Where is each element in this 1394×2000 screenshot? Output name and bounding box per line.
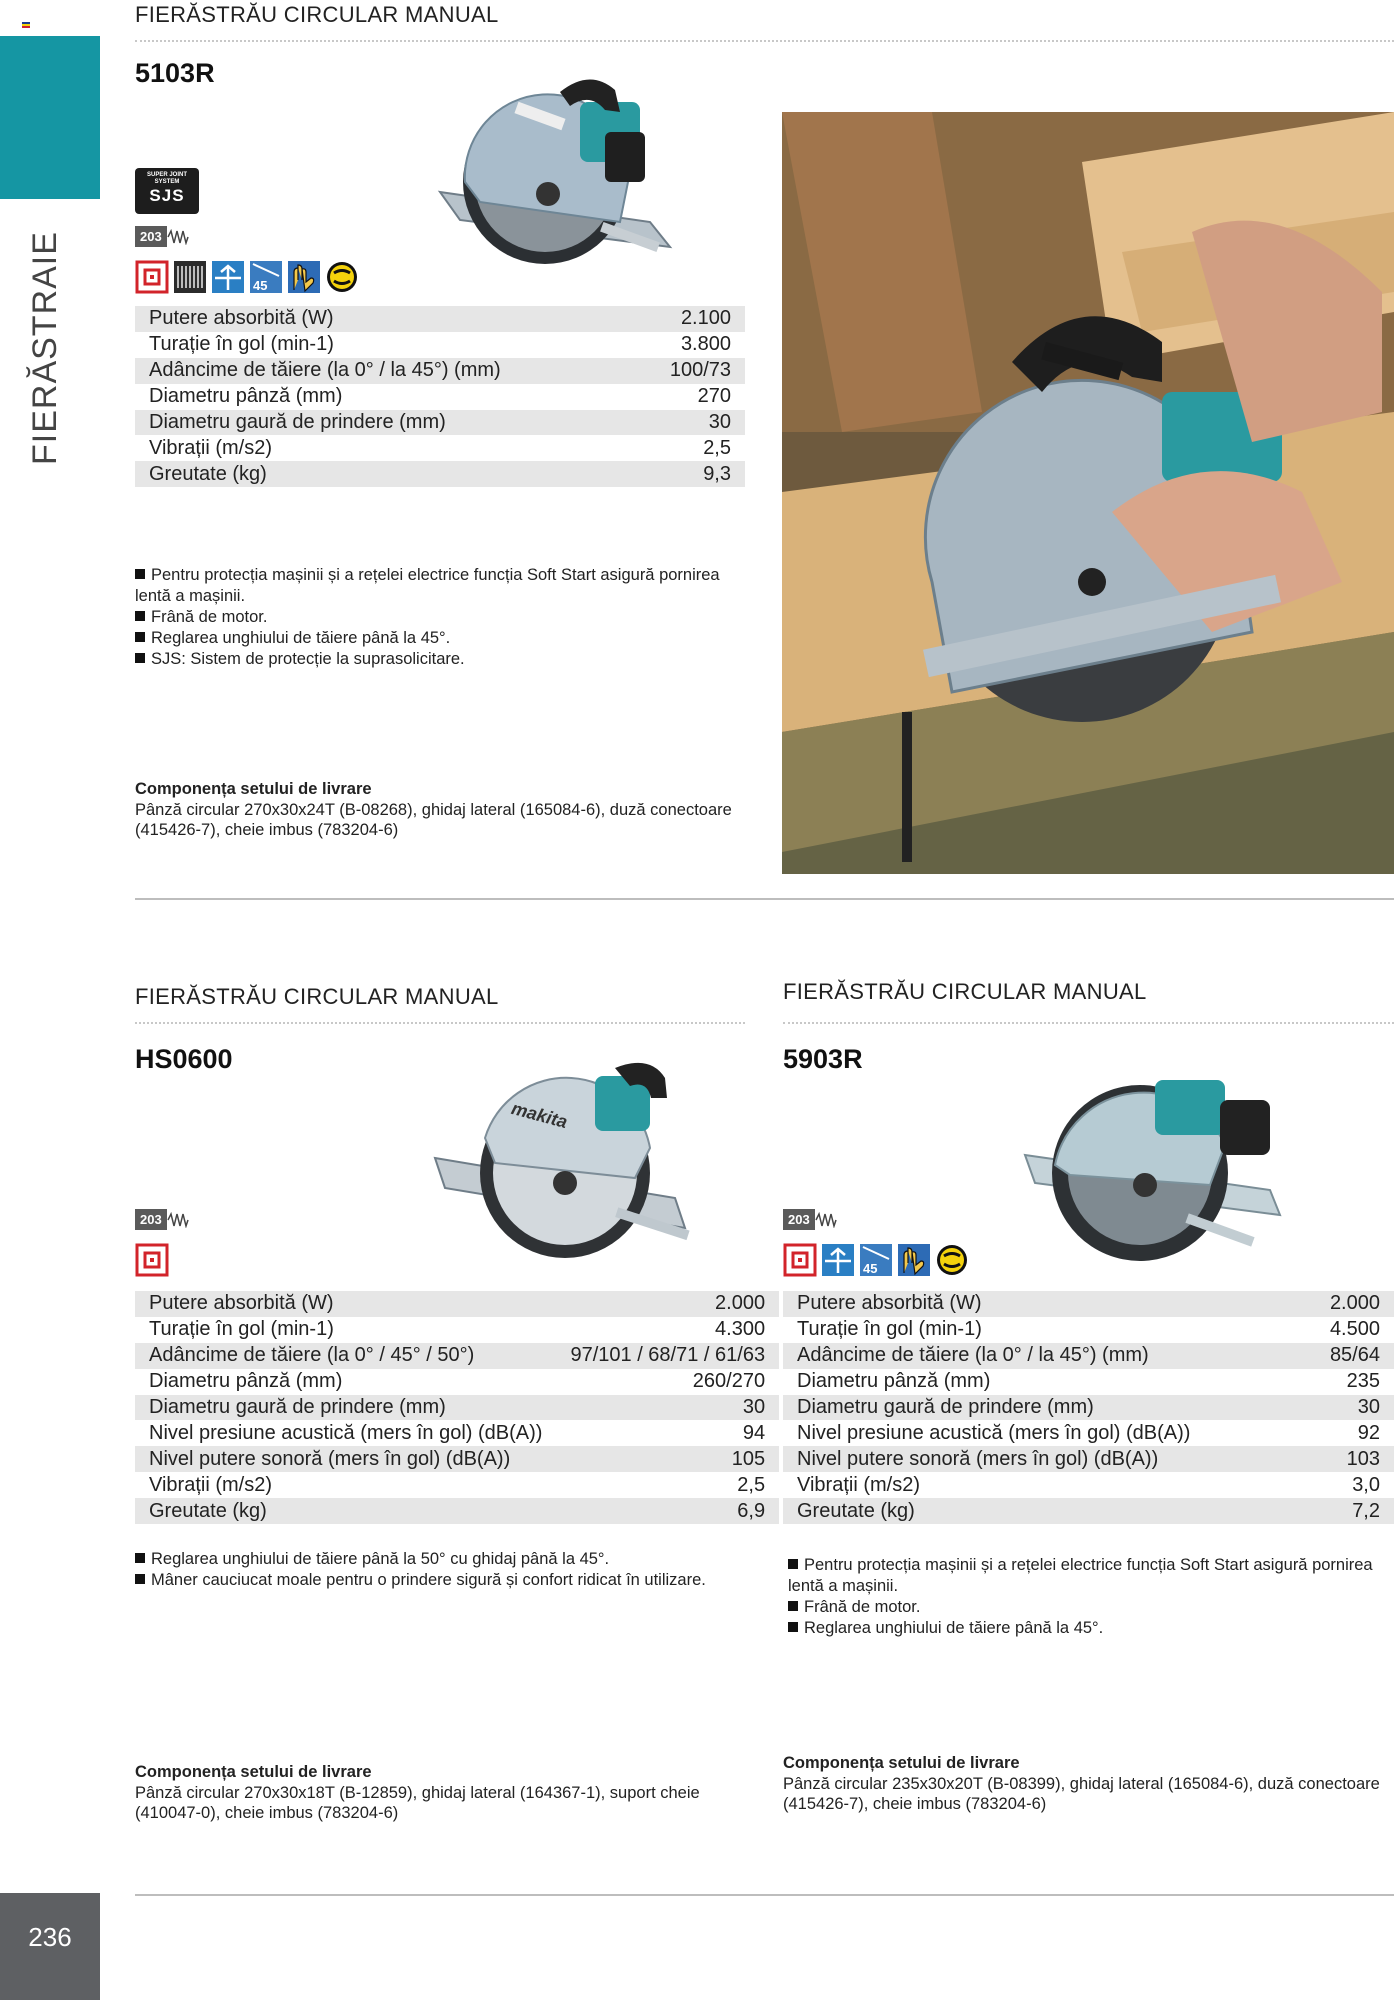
spec-value: 2.000	[556, 1291, 779, 1317]
spec-value: 85/64	[1299, 1343, 1394, 1369]
feature-badge	[135, 1209, 201, 1231]
feature-item: Reglarea unghiului de tăiere până la 45°.	[788, 1618, 1378, 1639]
spec-value: 92	[1357, 1421, 1380, 1444]
spec-label: Greutate (kg)	[783, 1498, 1299, 1524]
spec-row	[135, 1420, 779, 1446]
spec-label: Diametru gaură de prindere (mm)	[135, 410, 629, 436]
feature-item: Frână de motor.	[788, 1597, 1378, 1618]
spec-row	[135, 1395, 779, 1421]
spec-row	[135, 306, 745, 332]
spec-label: Putere absorbită (W)	[135, 306, 629, 332]
spec-value: 7,2	[1299, 1498, 1394, 1524]
spec-row	[135, 1343, 779, 1369]
feature-list	[788, 1555, 1378, 1639]
feature-item: Mâner cauciucat moale pentru o prindere sigură și confort ridicat în utilizare.	[135, 1570, 735, 1591]
circular-saw-hs0600-image	[415, 1058, 710, 1273]
svg-text:makita: makita	[509, 1098, 570, 1133]
circular-saw-5103r-image	[420, 72, 710, 287]
electronic-control-icon	[325, 260, 359, 294]
circular-saw-5903r-image	[1020, 1055, 1305, 1273]
spec-value: 2.000	[1299, 1291, 1394, 1317]
wave-icon	[167, 1212, 189, 1228]
feature-item: Frână de motor.	[135, 607, 735, 628]
model-name: 5103R	[135, 58, 215, 88]
spec-label: Adâncime de tăiere (la 0° / la 45°) (mm)	[135, 358, 629, 384]
spec-row	[783, 1369, 1394, 1395]
feature-item: Pentru protecția mașinii și a rețelei electrice funcția Soft Start asigură pornirea lentă a mașinii.	[788, 1556, 1373, 1595]
spec-label: Diametru gaură de prindere (mm)	[783, 1395, 1299, 1421]
spec-value: 97/101 / 68/71 / 61/63	[556, 1343, 779, 1369]
flag-icon	[22, 22, 30, 28]
spec-value: 105	[556, 1446, 779, 1472]
spec-value: 30	[629, 410, 745, 436]
spec-row	[783, 1472, 1394, 1498]
svg-text:45: 45	[863, 1261, 878, 1276]
spec-label: Nivel putere sonoră (mers în gol) (dB(A))	[783, 1446, 1299, 1472]
rubber-grip-icon	[897, 1243, 931, 1277]
page-number: 236	[28, 1922, 72, 1952]
spec-label: Turație în gol (min-1)	[149, 333, 334, 356]
spec-label: Vibrații (m/s2)	[149, 1473, 272, 1496]
spec-value: 4.500	[1329, 1318, 1380, 1341]
spec-value: 260/270	[692, 1370, 766, 1393]
bevel-45-icon	[859, 1243, 893, 1277]
model-name: 5903R	[783, 1044, 863, 1074]
soft-start-icon	[135, 260, 169, 294]
spec-value: 2.100	[629, 306, 745, 332]
spec-row	[135, 1317, 779, 1343]
spec-value: 2,5	[703, 436, 731, 459]
feature-icons	[783, 1243, 969, 1279]
soft-start-icon	[783, 1243, 817, 1277]
in-use-photo	[782, 112, 1394, 874]
spec-label: Turație în gol (min-1)	[797, 1318, 982, 1341]
spec-value: 3,0	[1352, 1473, 1380, 1496]
spec-label: Adâncime de tăiere (la 0° / la 45°) (mm)	[783, 1343, 1299, 1369]
spec-row	[135, 384, 745, 410]
delivery-text: Pânză circular 270x30x18T (B-12859), ghidaj lateral (164367-1), suport cheie (410047-0), cheie imbus (783204-6)	[135, 1783, 700, 1822]
spec-label: Putere absorbită (W)	[783, 1291, 1299, 1317]
wave-icon	[815, 1212, 837, 1228]
spec-row	[135, 461, 745, 487]
spec-label: Putere absorbită (W)	[135, 1291, 556, 1317]
spec-row	[783, 1498, 1394, 1524]
spec-label: Greutate (kg)	[135, 1498, 556, 1524]
spec-value: 30	[556, 1395, 779, 1421]
spec-label: Nivel presiune acustică (mers în gol) (dB(A))	[149, 1421, 543, 1444]
feature-item: SJS: Sistem de protecție la suprasolicitare.	[135, 649, 735, 670]
depth-adjust-icon	[211, 260, 245, 294]
spec-table	[135, 306, 745, 487]
delivery-text: Pânză circular 235x30x20T (B-08399), ghidaj lateral (165084-6), duză conectoare (415426-7), cheie imbus (783204-6)	[783, 1774, 1380, 1813]
brake-icon	[173, 260, 207, 294]
bevel-45-icon	[249, 260, 283, 294]
delivery-set	[783, 1753, 1383, 1815]
feature-item: Reglarea unghiului de tăiere până la 45°.	[135, 628, 735, 649]
badge-number: 203	[135, 226, 167, 247]
dotted-divider	[135, 40, 1394, 42]
electronic-control-icon	[935, 1243, 969, 1277]
svg-text:45: 45	[253, 278, 268, 293]
sjs-logo: SUPER JOINT SYSTEM SJS	[135, 168, 199, 214]
badge-number: 203	[783, 1209, 815, 1230]
delivery-text: Pânză circular 270x30x24T (B-08268), ghidaj lateral (165084-6), duză conectoare (415426-7), cheie imbus (783204-6)	[135, 800, 732, 839]
spec-row	[783, 1343, 1394, 1369]
spec-row	[135, 332, 745, 358]
spec-row	[135, 1446, 779, 1472]
spec-value: 270	[697, 385, 731, 408]
spec-label: Turație în gol (min-1)	[149, 1318, 334, 1341]
delivery-title: Componența setului de livrare	[783, 1754, 1020, 1772]
spec-value: 3.800	[680, 333, 731, 356]
spec-value: 94	[742, 1421, 766, 1444]
delivery-title: Componența setului de livrare	[135, 780, 372, 798]
spec-table	[135, 1291, 779, 1524]
spec-value: 235	[1346, 1370, 1380, 1393]
feature-item: Reglarea unghiului de tăiere până la 50° cu ghidaj până la 45°.	[135, 1549, 735, 1570]
dotted-divider	[135, 1022, 745, 1024]
spec-label: Nivel presiune acustică (mers în gol) (dB(A))	[797, 1421, 1191, 1444]
category-tab	[0, 36, 100, 199]
spec-label: Greutate (kg)	[135, 461, 629, 487]
spec-row	[135, 1369, 779, 1395]
feature-item: Pentru protecția mașinii și a rețelei electrice funcția Soft Start asigură pornirea lentă a mașinii.	[135, 566, 720, 605]
spec-value: 2,5	[737, 1473, 766, 1496]
spec-row	[135, 1498, 779, 1524]
spec-row	[135, 358, 745, 384]
spec-row	[135, 1472, 779, 1498]
spec-label: Nivel putere sonoră (mers în gol) (dB(A))	[135, 1446, 556, 1472]
spec-label: Diametru pânză (mm)	[797, 1370, 991, 1393]
spec-value: 4.300	[715, 1318, 766, 1341]
spec-row	[783, 1317, 1394, 1343]
spec-label: Vibrații (m/s2)	[797, 1473, 920, 1496]
footer-divider	[135, 1894, 1394, 1896]
spec-row	[135, 1291, 779, 1317]
spec-row	[783, 1420, 1394, 1446]
spec-value: 30	[1299, 1395, 1394, 1421]
spec-label: Diametru gaură de prindere (mm)	[135, 1395, 556, 1421]
spec-row	[783, 1291, 1394, 1317]
badge-number: 203	[135, 1209, 167, 1230]
spec-row	[783, 1395, 1394, 1421]
spec-row	[783, 1446, 1394, 1472]
section-title: FIERĂSTRĂU CIRCULAR MANUAL	[783, 979, 1147, 1004]
spec-value: 100/73	[629, 358, 745, 384]
dotted-divider	[783, 1022, 1394, 1024]
spec-value: 103	[1299, 1446, 1394, 1472]
section-title: FIERĂSTRĂU CIRCULAR MANUAL	[135, 984, 499, 1009]
feature-list	[135, 1549, 735, 1591]
spec-label: Diametru pânză (mm)	[149, 385, 343, 408]
category-label: FIERĂSTRAIE	[26, 231, 64, 465]
feature-badge	[783, 1209, 849, 1231]
section-divider	[135, 898, 1394, 900]
feature-icons	[135, 1243, 169, 1279]
model-name: HS0600	[135, 1044, 233, 1074]
feature-badge	[135, 226, 201, 248]
spec-label: Vibrații (m/s2)	[149, 436, 272, 459]
feature-icons	[135, 260, 359, 296]
spec-label: Diametru pânză (mm)	[149, 1370, 343, 1393]
delivery-set	[135, 1762, 745, 1824]
spec-label: Adâncime de tăiere (la 0° / 45° / 50°)	[135, 1343, 556, 1369]
delivery-set	[135, 779, 735, 841]
spec-row	[135, 410, 745, 436]
spec-value: 9,3	[629, 461, 745, 487]
depth-adjust-icon	[821, 1243, 855, 1277]
rubber-grip-icon	[287, 260, 321, 294]
feature-list	[135, 565, 735, 670]
soft-start-icon	[135, 1243, 169, 1277]
section-title: FIERĂSTRĂU CIRCULAR MANUAL	[135, 2, 499, 27]
spec-table	[783, 1291, 1394, 1524]
wave-icon	[167, 229, 189, 245]
delivery-title: Componența setului de livrare	[135, 1763, 372, 1781]
spec-value: 6,9	[556, 1498, 779, 1524]
spec-row	[135, 435, 745, 461]
